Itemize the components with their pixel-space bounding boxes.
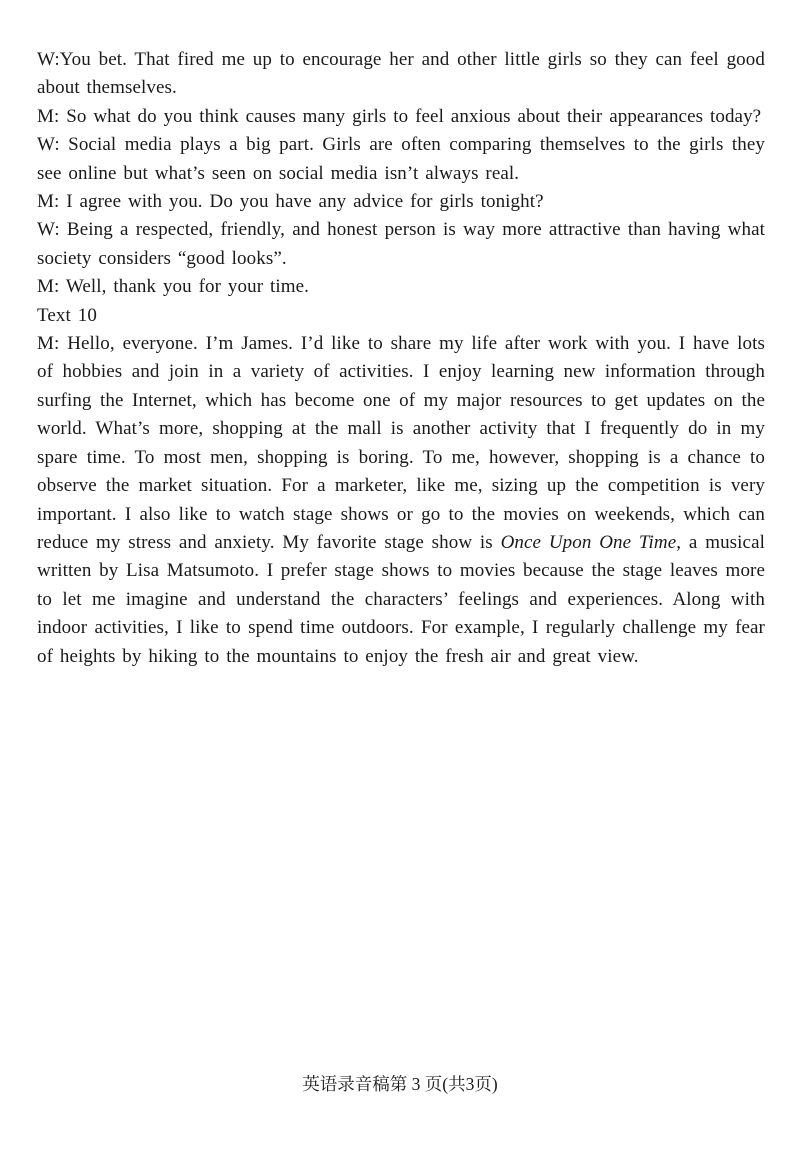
- transcript-paragraph: [37, 273, 765, 301]
- transcript-paragraph: [37, 188, 765, 216]
- transcript: [37, 46, 765, 671]
- transcript-paragraph: [37, 330, 765, 671]
- text-segment: M: So what do you think causes many girls to feel anxious about their appearances today?: [37, 105, 762, 127]
- text-segment: M: Hello, everyone. I’m James. I’d like to share my life after work with you. I have lots of hobbies and join in a variety of activities. I enjoy learning new information through surfing the Internet, which has become one of my major resources to get updates on the world. What’s more, shopping at the mall is another activity that I frequently do in my spare time. To most men, shopping is boring. To me, however, shopping is a chance to observe the market situation. For a marketer, like me, sizing up the competition is very important. I also like to watch stage shows or go to the movies on weekends, which can reduce my stress and anxiety. My favorite stage show is: [37, 333, 765, 553]
- transcript-paragraph: [37, 46, 765, 103]
- text-segment: M: Well, thank you for your time.: [37, 276, 309, 298]
- text-segment: W: Being a respected, friendly, and honest person is way more attractive than having what society considers “good looks”.: [37, 219, 765, 269]
- text-segment: Text 10: [37, 304, 97, 326]
- text-segment: W: Social media plays a big part. Girls are often comparing themselves to the girls they see online but what’s seen on social media isn’t always real.: [37, 134, 765, 184]
- transcript-paragraph: [37, 216, 765, 273]
- page-footer: 英语录音稿第 3 页(共3页): [302, 1074, 498, 1094]
- text-segment: M: I agree with you. Do you have any advice for girls tonight?: [37, 191, 544, 213]
- text-segment: , a musical written by Lisa Matsumoto. I prefer stage shows to movies because the stage leaves more to let me imagine and understand the characters’ feelings and experiences. Along with indoor activities, I like to spend time outdoors. For example, I regularly challenge my fear of heights by hiking to the mountains to enjoy the fresh air and great view.: [37, 531, 765, 667]
- transcript-paragraph: [37, 103, 765, 131]
- transcript-paragraph: [37, 131, 765, 188]
- text-segment: W:You bet. That fired me up to encourage her and other little girls so they can feel good about themselves.: [37, 49, 765, 99]
- transcript-paragraph: [37, 302, 765, 330]
- show-title-italic: Once Upon One Time: [500, 531, 677, 553]
